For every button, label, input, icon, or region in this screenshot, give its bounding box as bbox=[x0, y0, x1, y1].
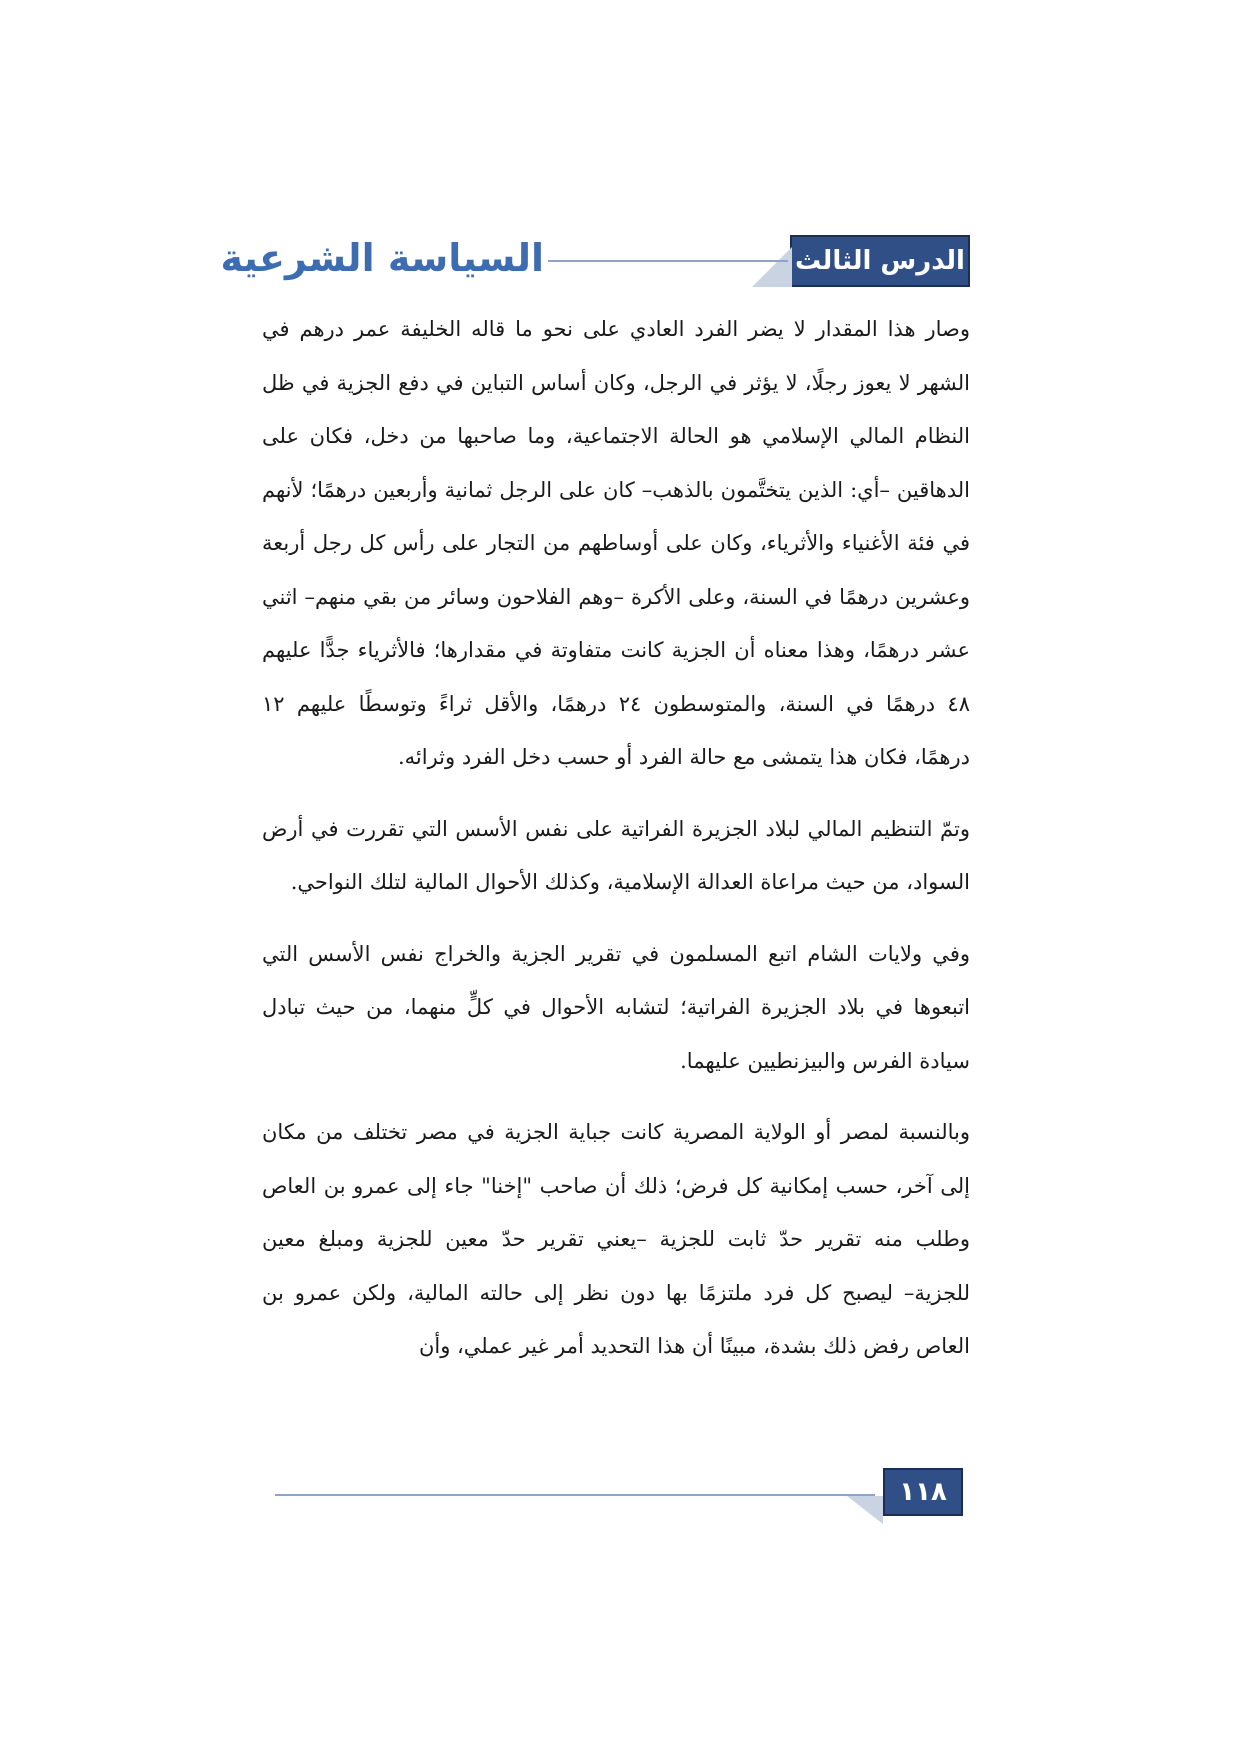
book-title: السياسة الشرعية bbox=[220, 236, 544, 280]
badge-shadow bbox=[752, 247, 792, 287]
page-number: ١١٨ bbox=[883, 1468, 963, 1516]
paragraph-3: وفي ولايات الشام اتبع المسلمون في تقرير الجزية والخراج نفس الأسس التي اتبعوها في بلاد الجزيرة الفراتية؛ لتشابه الأحوال في كلٍّ منهما، من حيث تبادل سيادة الفرس والبيزنطيين عليهما. bbox=[262, 941, 970, 1073]
lesson-label: الدرس الثالث bbox=[795, 246, 965, 276]
page-body bbox=[262, 303, 970, 1392]
paragraph-1: وصار هذا المقدار لا يضر الفرد العادي على نحو ما قاله الخليفة عمر درهم في الشهر لا يعوز رجلًا، لا يؤثر في الرجل، وكان أساس التباين في دفع الجزية في ظل النظام المالي الإسلامي هو الحالة الاجتماعية، وما صاحبها من دخل، فكان على الدهاقين –أي: الذين يتختَّمون بالذهب– كان على الرجل ثمانية وأربعين درهمًا؛ لأنهم في فئة الأغنياء والأثرياء، وكان على أوساطهم من التجار على رأس كل رجل أربعة وعشرين درهمًا في السنة، وعلى الأكرة –وهم الفلاحون وسائر من بقي منهم– اثني عشر درهمًا، وهذا معناه أن الجزية كانت متفاوتة في مقدارها؛ فالأثرياء جدًّا عليهم ٤٨ درهمًا في السنة، والمتوسطون ٢٤ درهمًا، والأقل ثراءً وتوسطًا عليهم ١٢ درهمًا، فكان هذا يتمشى مع حالة الفرد أو حسب دخل الفرد وثرائه. bbox=[262, 317, 970, 769]
paragraph-2: وتمّ التنظيم المالي لبلاد الجزيرة الفراتية على نفس الأسس التي تقررت في أرض السواد، من حيث مراعاة العدالة الإسلامية، وكذلك الأحوال المالية لتلك النواحي. bbox=[262, 816, 970, 894]
footer-shadow bbox=[847, 1496, 883, 1524]
lesson-badge bbox=[790, 235, 970, 287]
footer-rule bbox=[275, 1494, 875, 1496]
paragraph-4: وبالنسبة لمصر أو الولاية المصرية كانت جباية الجزية في مصر تختلف من مكان إلى آخر، حسب إمكانية كل فرض؛ ذلك أن صاحب "إخنا" جاء إلى عمرو بن العاص وطلب منه تقرير حدّ ثابت للجزية –يعني تقرير حدّ معين للجزية ومبلغ معين للجزية– ليصبح كل فرد ملتزمًا بها دون نظر إلى حالته المالية، ولكن عمرو بن العاص رفض ذلك بشدة، مبينًا أن هذا التحديد أمر غير عملي، وأن bbox=[262, 1120, 970, 1358]
header-rule bbox=[548, 260, 788, 262]
